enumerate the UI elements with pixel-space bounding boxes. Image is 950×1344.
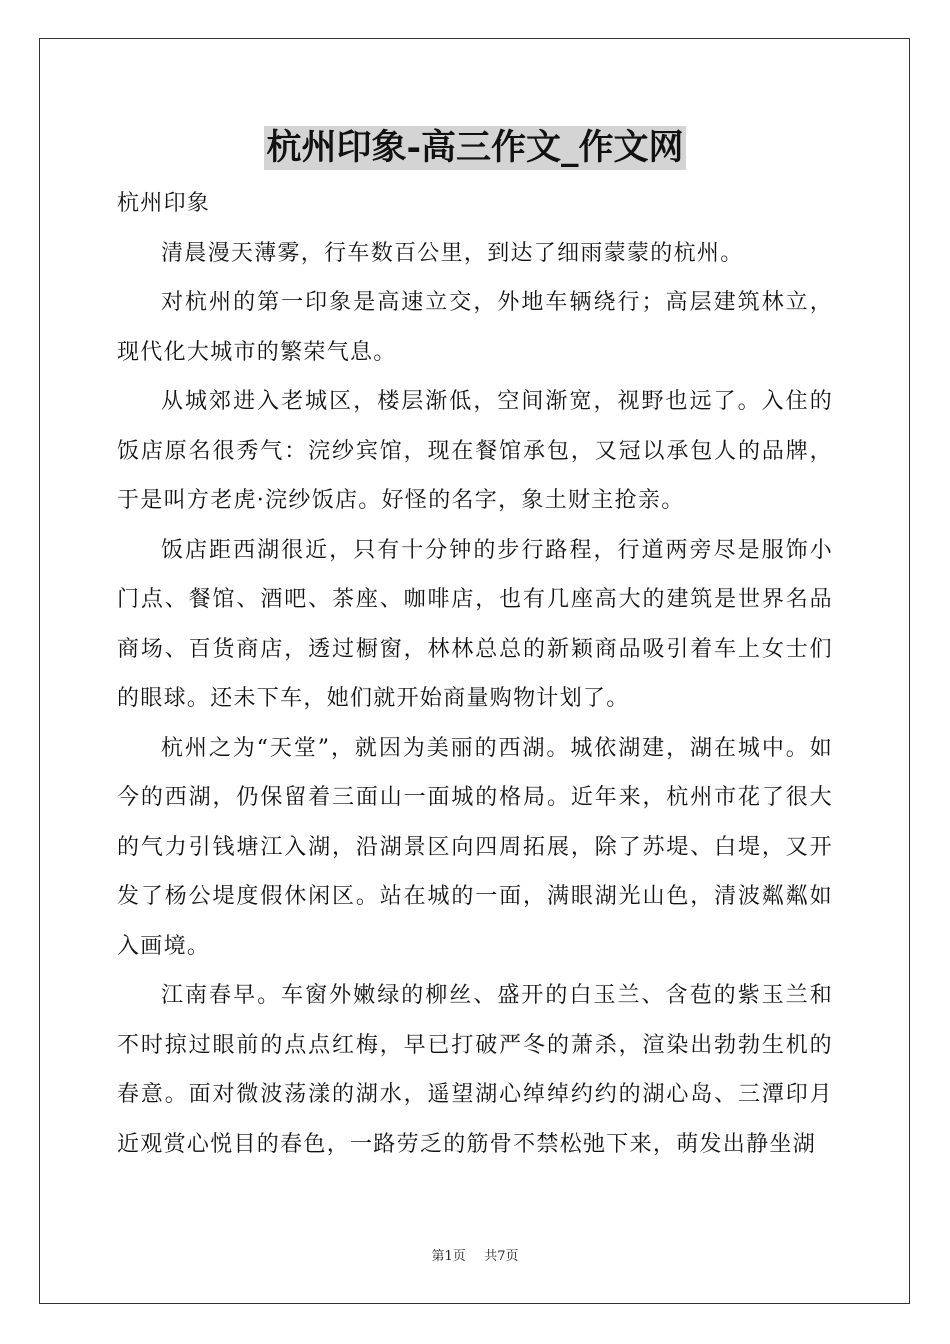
page-number: 第1页	[431, 1249, 466, 1264]
paragraph: 从城郊进入老城区，楼层渐低，空间渐宽，视野也远了。入住的饭店原名很秀气：浣纱宾馆，现在餐馆承包，又冠以承包人的品牌，于是叫方老虎·浣纱饭店。好怪的名字，象土财主抢亲。	[117, 389, 833, 513]
subheading: 杭州印象	[117, 191, 211, 216]
document-body	[117, 179, 833, 1169]
page-total: 共7页	[484, 1249, 519, 1264]
paragraph: 杭州之为“天堂”，就因为美丽的西湖。城依湖建，湖在城中。如今的西湖，仍保留着三面山一面城的格局。近年来，杭州市花了很大的气力引钱塘江入湖，沿湖景区向四周拓展，除了苏堤、白堤，又开发了杨公堤度假休闲区。站在城的一面，满眼湖光山色，清波粼粼如入画境。	[117, 735, 833, 959]
paragraph: 对杭州的第一印象是高速立交，外地车辆绕行；高层建筑林立，现代化大城市的繁荣气息。	[117, 290, 833, 365]
paragraph: 饭店距西湖很近，只有十分钟的步行路程，行道两旁尽是服饰小门点、餐馆、酒吧、茶座、咖啡店，也有几座高大的建筑是世界名品商场、百货商店，透过橱窗，林林总总的新颖商品吸引着车上女士们的眼球。还未下车，她们就开始商量购物计划了。	[117, 537, 833, 711]
title-area	[0, 126, 950, 170]
document-title: 杭州印象-高三作文_作文网	[266, 127, 684, 168]
page-footer	[0, 1245, 950, 1264]
paragraph: 清晨漫天薄雾，行车数百公里，到达了细雨蒙蒙的杭州。	[161, 240, 744, 266]
paragraph: 江南春早。车窗外嫩绿的柳丝、盛开的白玉兰、含苞的紫玉兰和不时掠过眼前的点点红梅，早已打破严冬的萧杀，渲染出勃勃生机的春意。面对微波荡漾的湖水，遥望湖心绰绰约约的湖心岛、三潭印月近观赏心悦目的春色，一路劳乏的筋骨不禁松弛下来，萌发出静坐湖	[117, 983, 833, 1157]
